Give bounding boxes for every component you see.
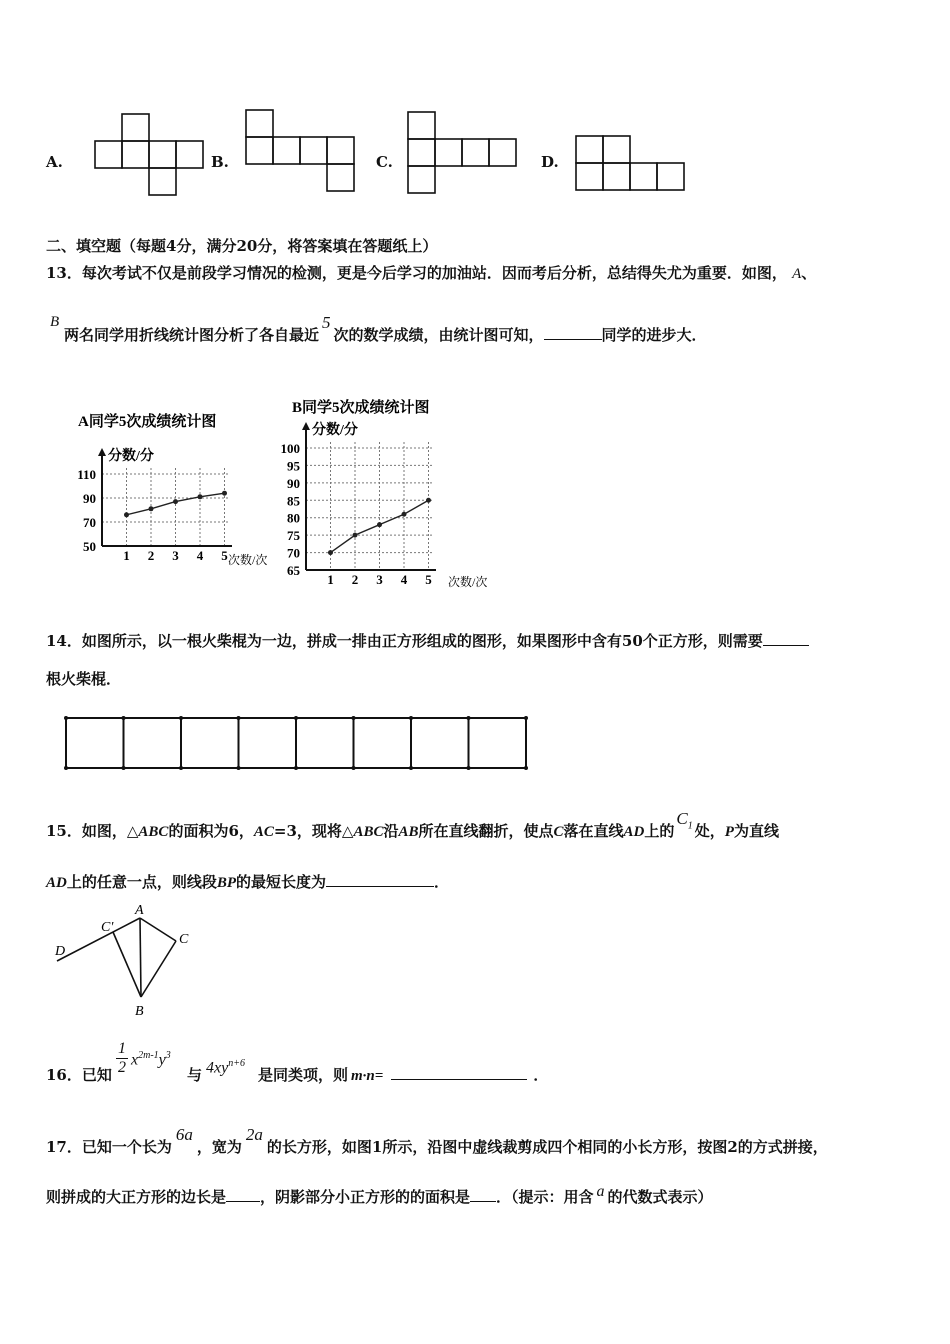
chart-b-point (353, 533, 358, 538)
chart-b-xlabel: 次数/次 (448, 575, 488, 589)
q15-t7: 上的 (644, 822, 675, 840)
q17-t2: ，宽为 (196, 1138, 242, 1156)
option-a-label: A. (46, 153, 63, 171)
q13-var-a: A (792, 266, 802, 282)
q17-line1 (46, 1125, 828, 1157)
q13-text2a: 两名同学用折线统计图分析了各自最近 (64, 326, 320, 344)
q17-len: 6a (175, 1125, 193, 1144)
q14-text2: 根火柴棍． (46, 670, 122, 688)
q17-t3: 的长方形，如图1所示，沿图中虚线裁剪成四个相同的小长方形，按图2的方式拼接， (266, 1138, 828, 1156)
q13-text2b: 次的数学成绩，由统计图可知， (333, 326, 544, 344)
q15-c: C (553, 824, 564, 840)
fig-label-d: D (55, 944, 66, 959)
q16-y: y (158, 1051, 166, 1069)
chart-a-xtick-label: 3 (172, 548, 179, 563)
q15-ac: AC (253, 824, 274, 840)
q17-var-a: a (596, 1183, 605, 1200)
q16-term2 (206, 1058, 245, 1077)
q16-with: 与 (187, 1066, 203, 1084)
q16-line (258, 1064, 548, 1085)
q16-mn: m·n= (351, 1068, 384, 1084)
q15-l2-t2: 的最短长度为 (236, 873, 327, 891)
chart-b-ytick-label: 70 (287, 545, 300, 561)
fig-label-c: C (179, 932, 189, 947)
q15-t2: 的面积为6， (168, 822, 254, 840)
q16-x: x (131, 1051, 139, 1069)
chart-b-xtick-label: 3 (376, 572, 383, 587)
option-b-label: B. (211, 153, 229, 171)
chart-b-ytick-label: 80 (287, 510, 300, 526)
q14-line1 (46, 630, 809, 651)
chart-a-xlabel: 次数/次 (228, 553, 268, 567)
chart-b-point (402, 512, 407, 517)
chart-b-point (328, 550, 333, 555)
q15-ad: AD (623, 824, 645, 840)
q15-line2 (46, 871, 449, 892)
q17-l2-t3: ．（提示：用含 (496, 1188, 594, 1206)
chart-b-ytick-label: 75 (287, 528, 300, 544)
q15-c1 (676, 809, 693, 832)
q15-line1 (46, 809, 779, 843)
chart-b-point (377, 522, 382, 527)
q17-l2-t2: ，阴影部分小正方形的的面积是 (260, 1188, 471, 1206)
chart-a-ylabel: 分数/分 (108, 449, 154, 464)
q17-l2-t1: 则拼成的大正方形的边长是 (46, 1188, 227, 1206)
q15-l2-bp: BP (216, 875, 237, 891)
chart-b-ytick-label: 85 (287, 493, 300, 509)
q15-t8: 处， (694, 822, 725, 840)
q13-text2c: 同学的进步大． (601, 326, 707, 344)
q15-c1-sub: 1 (687, 820, 693, 832)
chart-a-ytick-label: 50 (83, 539, 96, 554)
q16-prefix: 16．已知 (46, 1066, 112, 1084)
chart-b-y-arrow (302, 422, 310, 430)
chart-a-title: A同学5次成绩统计图 (78, 414, 217, 430)
q17-wid: 2a (245, 1125, 263, 1144)
q15-l2-t1: 上的任意一点，则线段 (66, 873, 217, 891)
q13-var-b: B (50, 314, 60, 330)
q16-frac-den: 2 (118, 1059, 126, 1076)
q13-text1: 13．每次考试不仅是前段学习情况的检测，更是今后学习的加油站．因而考后分析，总结得失尤为重要．如图， (46, 264, 787, 282)
q13-sep: 、 (801, 264, 817, 282)
q15-t1: 15．如图，△ (46, 822, 139, 840)
chart-a-point (149, 506, 154, 511)
q17-l2-t4: 的代数式表示） (607, 1188, 713, 1206)
q16-exp1: 2m-1 (138, 1050, 159, 1061)
q17-answer-blank-1[interactable] (226, 1201, 260, 1202)
q15-ab: AB (398, 824, 419, 840)
q15-t5: 所在直线翻折，使点 (418, 822, 554, 840)
q16-mid: 是同类项，则 (258, 1066, 349, 1084)
option-b-net (244, 108, 356, 194)
q15-p: P (724, 824, 734, 840)
chart-a-point (222, 491, 227, 496)
chart-b-point (426, 498, 431, 503)
fig-label-a: A (135, 903, 144, 918)
option-d-label: D. (541, 153, 559, 171)
triangle-fold-figure (48, 902, 208, 1020)
q14-answer-blank[interactable] (763, 645, 809, 646)
q16-term1 (131, 1050, 171, 1069)
q14-text1: 14．如图所示，以一根火柴棍为一边，拼成一排由正方形组成的图形，如果图形中含有50个正方形，则需要 (46, 632, 763, 650)
q15-t3: =3，现将△ (273, 822, 354, 840)
chart-b-xtick-label: 5 (425, 572, 432, 587)
chart-a-xtick-label: 4 (196, 548, 204, 563)
chart-a-point (198, 494, 203, 499)
q15-answer-blank[interactable] (326, 886, 434, 887)
q15-abc2: ABC (353, 824, 384, 840)
chart-b-ylabel: 分数/分 (312, 423, 358, 438)
chart-a-xtick-label: 1 (123, 548, 130, 563)
matchstick-squares-figure (60, 712, 535, 774)
q15-abc: ABC (138, 824, 169, 840)
q13-answer-blank[interactable] (544, 339, 602, 340)
q15-c1-letter: C (676, 809, 688, 828)
chart-a-ytick-label: 70 (83, 515, 96, 530)
option-c-net (406, 110, 518, 196)
chart-b-ytick-label: 90 (287, 475, 300, 491)
chart-b-title: B同学5次成绩统计图 (292, 400, 430, 416)
q16-frac (116, 1040, 128, 1077)
q15-l2-end: ． (434, 873, 450, 891)
chart-b-ytick-label: 100 (280, 441, 300, 456)
q17-line2 (46, 1183, 713, 1207)
q13-line2 (64, 313, 707, 345)
option-c-label: C. (376, 153, 393, 171)
section-heading: 二、填空题（每题4分，满分20分，将答案填在答题纸上） (46, 237, 438, 255)
fig-label-b: B (135, 1004, 144, 1019)
q15-l2-ad: AD (46, 875, 67, 891)
chart-b-ytick-label: 65 (287, 563, 300, 578)
q16-frac-num: 1 (118, 1040, 126, 1057)
q17-t1: 17．已知一个长为 (46, 1138, 172, 1156)
q16-exp3: n+6 (228, 1058, 245, 1069)
chart-a-point (173, 499, 178, 504)
chart-b-ytick-label: 95 (287, 458, 300, 474)
q13-line1 (46, 262, 816, 283)
chart-a-xtick-label: 2 (147, 548, 155, 563)
q15-t6: 落在直线 (563, 822, 624, 840)
charts-svg (60, 400, 488, 600)
charts-figure (60, 400, 488, 600)
chart-a-y-arrow (98, 448, 106, 456)
q13-num: 5 (322, 313, 331, 332)
q15-t9: 为直线 (733, 822, 779, 840)
q16-4xy: 4xy (206, 1059, 229, 1077)
fig-label-c1: C' (101, 920, 114, 935)
q15-t4: 沿 (383, 822, 399, 840)
chart-b-xtick-label: 2 (351, 572, 359, 587)
chart-a-point (124, 512, 129, 517)
chart-b-xtick-label: 4 (400, 572, 408, 587)
option-a-net (94, 112, 206, 196)
chart-a-xtick-label: 5 (221, 548, 228, 563)
q16-answer-blank[interactable] (391, 1079, 527, 1080)
q16-exp2: 3 (165, 1050, 171, 1061)
q17-answer-blank-2[interactable] (470, 1201, 496, 1202)
q16-end: ． (533, 1066, 549, 1084)
chart-a-ytick-label: 110 (77, 467, 96, 482)
chart-b-xtick-label: 1 (327, 572, 334, 587)
chart-a-ytick-label: 90 (83, 491, 96, 506)
option-d-net (574, 134, 690, 194)
